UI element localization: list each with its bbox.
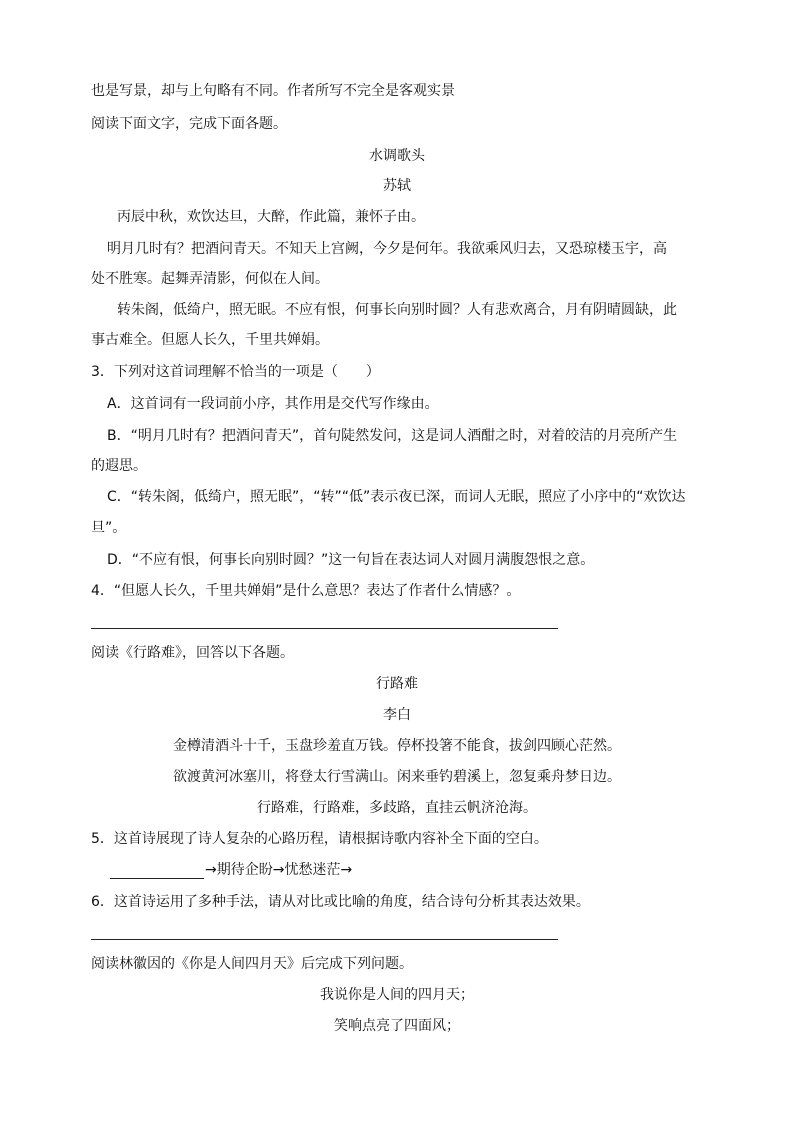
poem-text: 行路难，行路难，多歧路，直挂云帆济沧海。 xyxy=(257,800,537,816)
option-b: B．“明月几时有？把酒问青天”，首句陡然发问，这是词人酒酣之时，对着皎洁的月亮所产生 xyxy=(107,428,678,444)
section-intro: 阅读《行路难》，回答以下各题。 xyxy=(91,645,294,661)
question-stem: 4．“但愿人长久，千里共婵娟”是什么意思？表达了作者什么情感？。 xyxy=(91,583,521,599)
question-stem: 5．这首诗展现了诗人复杂的心路历程，请根据诗歌内容补全下面的空白。 xyxy=(91,831,548,847)
option-b: 的遐思。 xyxy=(91,458,147,474)
poem-title: 行路难 xyxy=(376,676,418,692)
poem-text: 我说你是人间的四月天； xyxy=(320,987,474,1003)
section-intro: 阅读林徽因的《你是人间四月天》后完成下列问题。 xyxy=(91,956,413,972)
section-intro: 阅读下面文字，完成下面各题。 xyxy=(91,116,287,132)
poem-title: 水调歌头 xyxy=(369,148,425,164)
poem-text: 事古难全。但愿人长久，千里共婵娟。 xyxy=(91,332,329,348)
question-stem: 3．下列对这首词理解不恰当的一项是（ ） xyxy=(91,364,380,380)
poem-text: 笑响点亮了四面风； xyxy=(334,1018,460,1034)
poem-text: 欲渡黄河冰塞川，将登太行雪满山。闲来垂钓碧溪上，忽复乘舟梦日边。 xyxy=(173,769,621,785)
poem-text: 金樽清酒斗十千，玉盘珍羞直万钱。停杯投箸不能食，拔剑四顾心茫然。 xyxy=(173,738,621,754)
poem-text: 转朱阁，低绮户，照无眠。不应有恨，何事长向别时圆？人有悲欢离合，月有阴晴圆缺，此 xyxy=(117,302,677,318)
option-c: C．“转朱阁，低绮户，照无眠”，“转”“低”表示夜已深，而词人无眠，照应了小序中的“欢饮达 xyxy=(107,489,686,505)
fill-blank[interactable] xyxy=(110,864,204,879)
fill-in-row xyxy=(110,861,352,879)
answer-line[interactable] xyxy=(91,628,558,629)
question-stem: 6．这首诗运用了多种手法，请从对比或比喻的角度，结合诗句分析其表达效果。 xyxy=(91,894,590,910)
option-a: A．这首词有一段词前小序，其作用是交代写作缘由。 xyxy=(107,396,439,412)
poem-preface: 丙辰中秋，欢饮达旦，大醉，作此篇，兼怀子由。 xyxy=(117,209,425,225)
option-d: D．“不应有恨，何事长向别时圆？”这一句旨在表达词人对圆月满腹怨恨之意。 xyxy=(107,552,595,568)
emotion-chain: →期待企盼→忧愁迷茫→ xyxy=(205,862,353,878)
option-c: 旦”。 xyxy=(91,520,127,536)
continued-answer-text: 也是写景，却与上句略有不同。作者所写不完全是客观实景 xyxy=(91,83,455,99)
poem-text: 明月几时有？把酒问青天。不知天上宫阙，今夕是何年。我欲乘风归去，又恐琼楼玉宇，高 xyxy=(107,241,667,257)
poem-author: 李白 xyxy=(383,707,411,723)
answer-line[interactable] xyxy=(91,939,558,940)
poem-text: 处不胜寒。起舞弄清影，何似在人间。 xyxy=(91,271,329,287)
poem-author: 苏轼 xyxy=(383,178,411,194)
